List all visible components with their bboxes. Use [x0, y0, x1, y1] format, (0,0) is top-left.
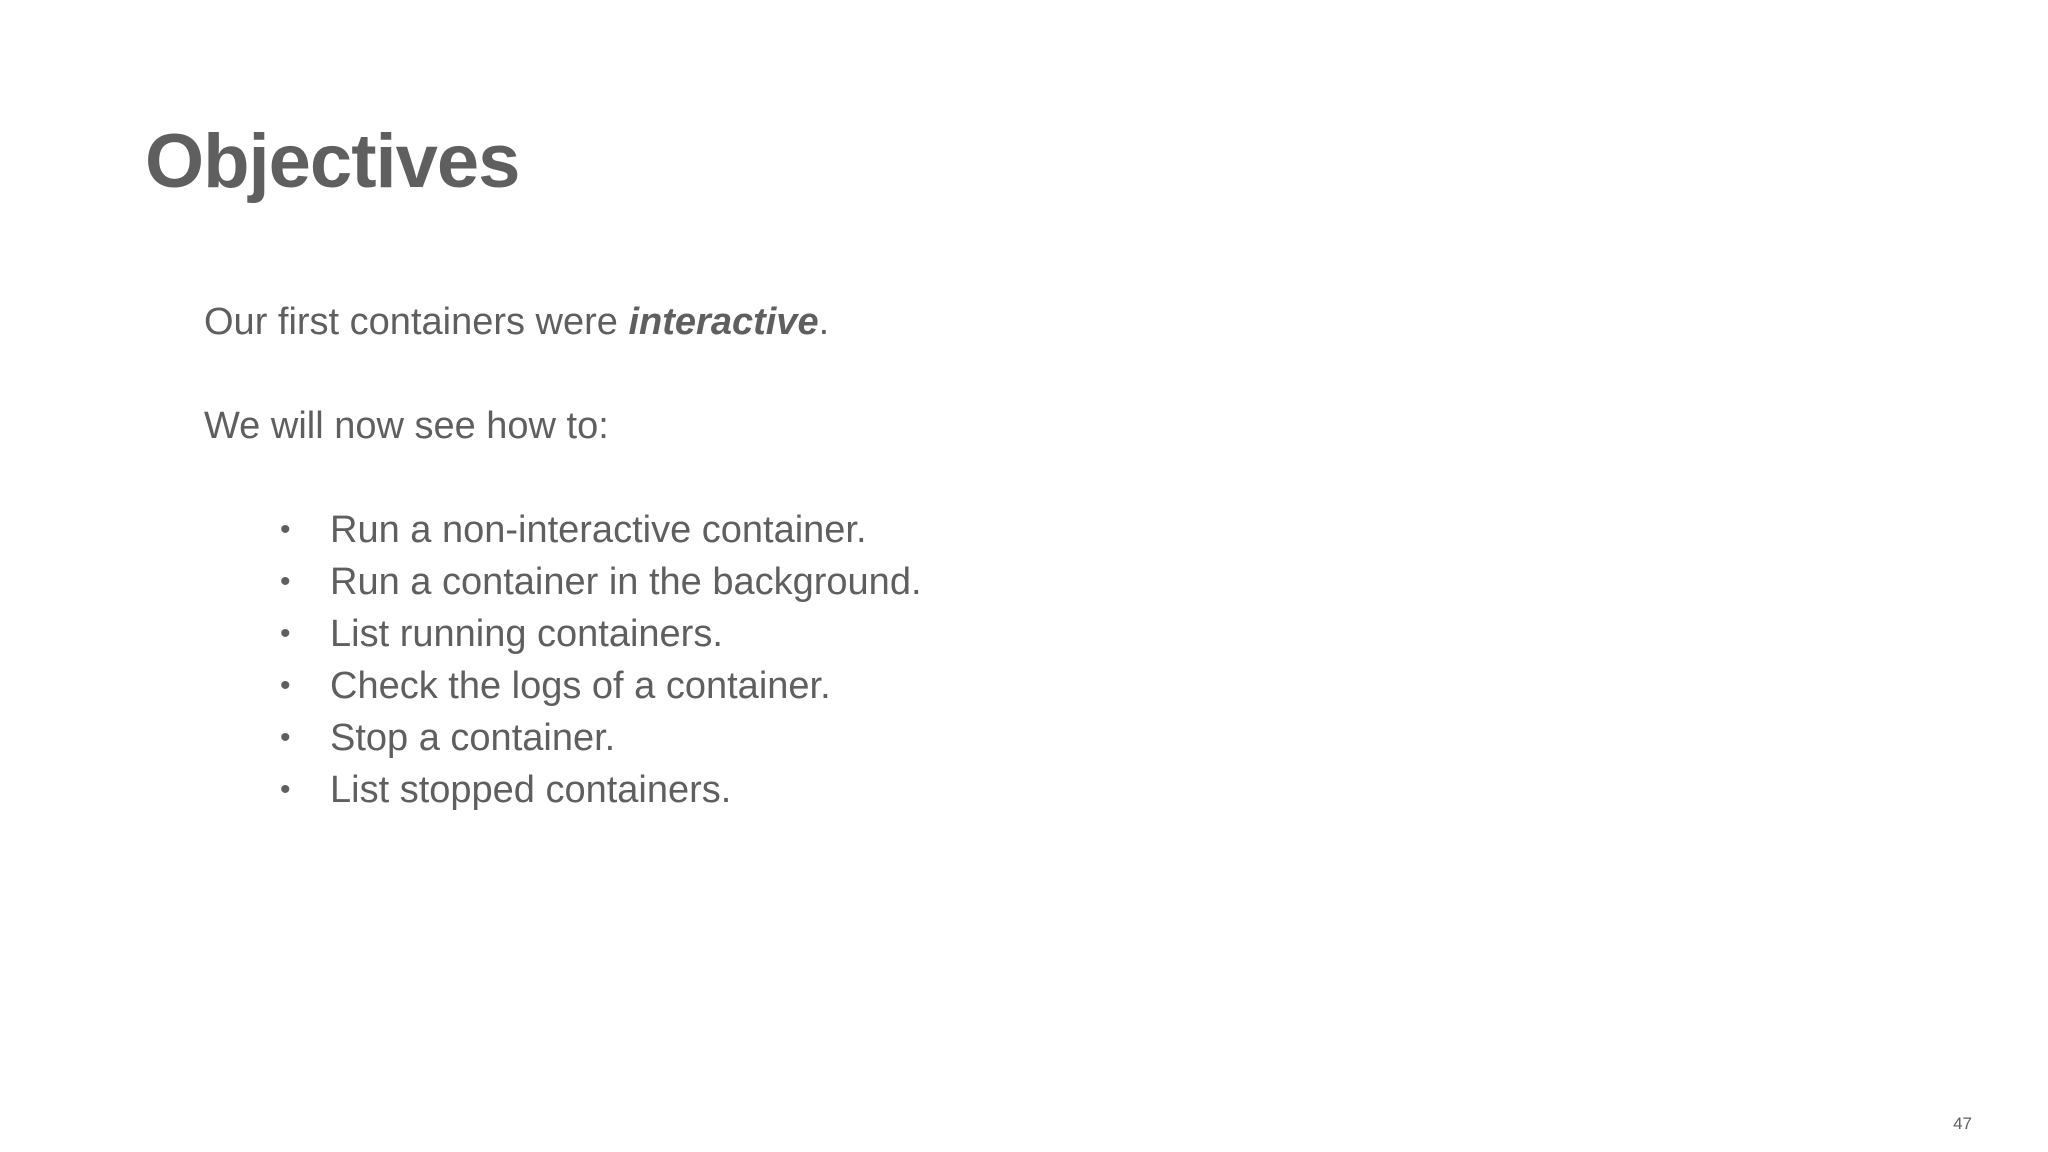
list-item-text: Stop a container. — [330, 717, 616, 759]
bullet-icon: • — [280, 773, 291, 806]
intro-prefix: Our first containers were — [204, 301, 629, 343]
lead-paragraph: We will now see how to: — [204, 405, 609, 447]
bullet-icon: • — [280, 617, 291, 650]
intro-paragraph — [204, 296, 922, 348]
list-item — [280, 660, 922, 712]
bullet-icon: • — [280, 565, 291, 598]
list-item-text: Check the logs of a container. — [330, 665, 831, 707]
slide-title: Objectives — [145, 119, 520, 204]
page-number: 47 — [1953, 1114, 1972, 1133]
bullet-icon: • — [280, 721, 291, 754]
list-item — [280, 556, 922, 608]
list-item — [280, 504, 922, 556]
objectives-list — [204, 504, 922, 816]
list-item — [280, 608, 922, 660]
intro-emphasis: interactive — [628, 301, 819, 343]
bullet-icon: • — [280, 513, 291, 546]
slide-body — [204, 296, 922, 816]
list-item — [280, 712, 922, 764]
list-item-text: List running containers. — [330, 613, 723, 655]
list-item-text: List stopped containers. — [330, 769, 732, 811]
bullet-icon: • — [280, 669, 291, 702]
list-item — [280, 764, 922, 816]
list-item-text: Run a non-interactive container. — [330, 509, 867, 551]
intro-suffix: . — [818, 301, 830, 343]
list-item-text: Run a container in the background. — [330, 561, 922, 603]
